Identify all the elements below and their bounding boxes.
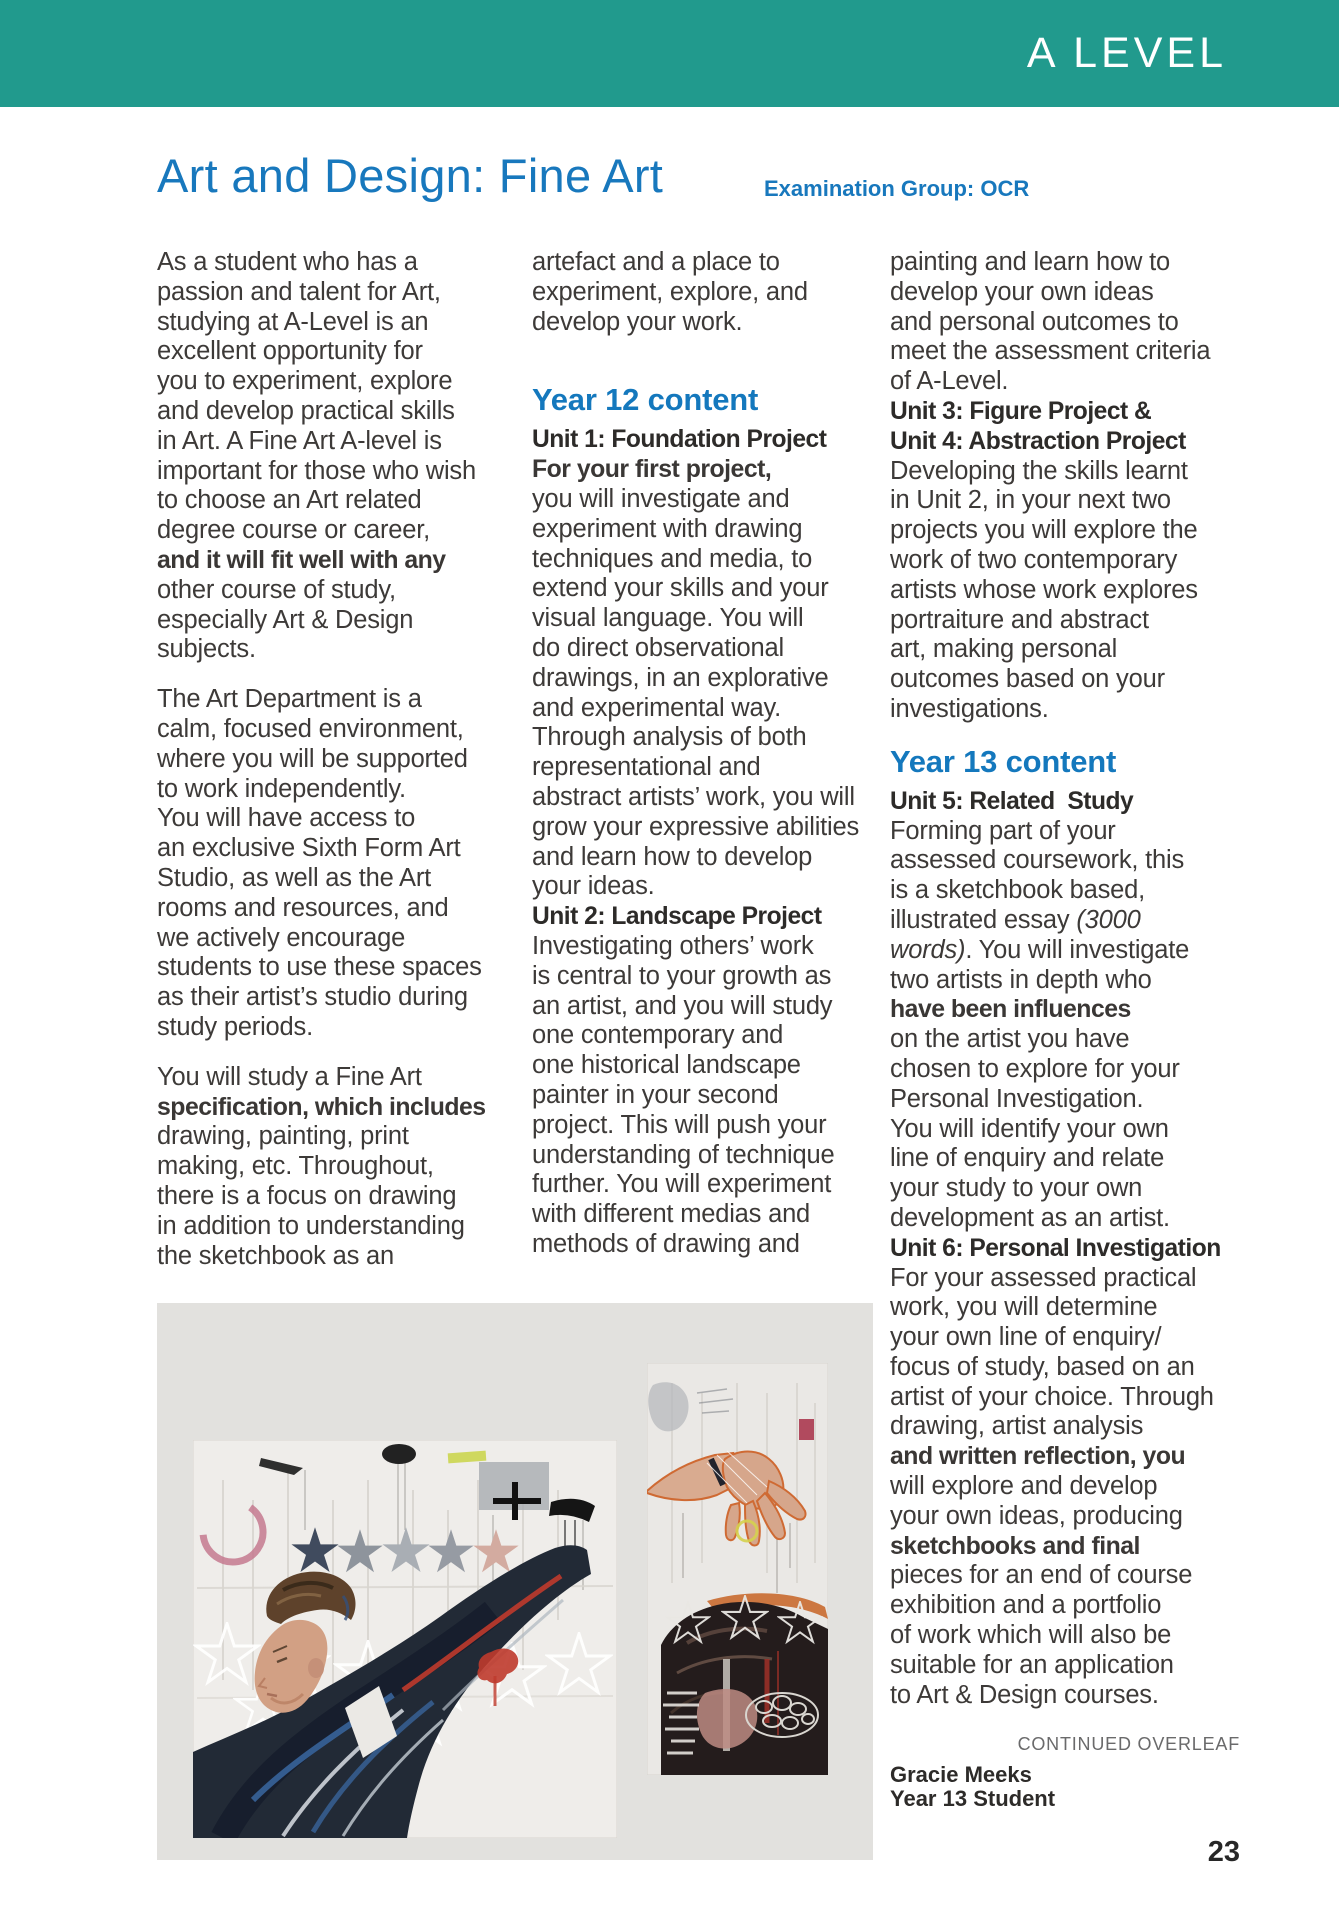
- text-line: and learn how to develop: [532, 842, 813, 871]
- text-line: abstract artists’ work, you will: [532, 782, 855, 811]
- text-line: understanding of technique: [532, 1140, 835, 1169]
- text-line: project. This will push your: [532, 1110, 827, 1139]
- text-line: development as an artist.: [890, 1203, 1170, 1232]
- paragraph: [890, 248, 1240, 725]
- text-line: important for those who wish: [157, 456, 476, 485]
- text-line: and develop practical skills: [157, 396, 455, 425]
- text-line: artefact and a place to: [532, 248, 780, 276]
- unit-heading-line: Unit 2: Landscape Project: [532, 903, 822, 931]
- paragraph: [157, 685, 507, 1043]
- paragraph: [157, 1063, 507, 1272]
- text-line: your study to your own: [890, 1174, 1143, 1203]
- text-line: Forming part of your: [890, 816, 1116, 845]
- text-line: with different medias and: [532, 1200, 811, 1229]
- text-line: suitable for an application: [890, 1650, 1174, 1679]
- text-line: methods of drawing and: [532, 1229, 800, 1258]
- text-line: exhibition and a portfolio: [890, 1591, 1162, 1620]
- text-line: subjects.: [157, 635, 256, 664]
- text-line: and written reflection, you: [890, 1443, 1186, 1471]
- text-line: You will study a Fine Art: [157, 1062, 422, 1091]
- text-line: you will investigate and: [532, 484, 790, 513]
- text-line: painter in your second: [532, 1080, 779, 1109]
- text-line: and experimental way.: [532, 693, 782, 722]
- unit-heading-line: Unit 6: Personal Investigation: [890, 1234, 1221, 1262]
- text-line: is a sketchbook based,: [890, 876, 1146, 905]
- text-line: and personal outcomes to: [890, 307, 1179, 336]
- text-line: to work independently.: [157, 774, 406, 803]
- unit-heading-line: Unit 4: Abstraction Project: [890, 427, 1186, 455]
- text-line: in Art. A Fine Art A-level is: [157, 426, 442, 455]
- text-line: outcomes based on your: [890, 665, 1165, 694]
- text-line: Personal Investigation.: [890, 1084, 1144, 1113]
- head-figure: [661, 1593, 828, 1775]
- artwork-right-panel: [647, 1363, 828, 1775]
- text-segment: illustrated essay: [890, 905, 1077, 934]
- text-line: The Art Department is a: [157, 685, 422, 714]
- header-banner: [0, 0, 1339, 107]
- text-line: students to use these spaces: [157, 953, 482, 982]
- text-line: where you will be supported: [157, 744, 468, 773]
- text-line: Through analysis of both: [532, 723, 807, 752]
- text-line: [890, 936, 1240, 966]
- text-line: assessed coursework, this: [890, 846, 1185, 875]
- text-line: study periods.: [157, 1012, 313, 1041]
- crimson-mark: [799, 1419, 814, 1440]
- unit-heading-line: Unit 1: Foundation Project: [532, 426, 827, 454]
- text-line: sketchbooks and final: [890, 1532, 1140, 1560]
- text-line: painting and learn how to: [890, 248, 1170, 276]
- text-line: making, etc. Throughout,: [157, 1152, 434, 1181]
- text-line: meet the assessment criteria: [890, 337, 1211, 366]
- text-line: one historical landscape: [532, 1051, 801, 1080]
- paragraph: [532, 425, 882, 1259]
- text-line: For your first project,: [532, 456, 772, 484]
- text-line: other course of study,: [157, 575, 396, 604]
- text-line: projects you will explore the: [890, 516, 1198, 545]
- text-line: representational and: [532, 753, 761, 782]
- text-line: will explore and develop: [890, 1472, 1158, 1501]
- text-segment: . You will investigate: [965, 935, 1190, 964]
- text-line: drawing, painting, print: [157, 1122, 409, 1151]
- text-line: we actively encourage: [157, 923, 406, 952]
- text-line: drawing, artist analysis: [890, 1412, 1144, 1441]
- exam-group-label: Examination Group: OCR: [764, 176, 1030, 201]
- text-line: is central to your growth as: [532, 961, 832, 990]
- text-line: have been influences: [890, 996, 1131, 1024]
- text-line: For your assessed practical: [890, 1263, 1197, 1292]
- text-line: there is a focus on drawing: [157, 1181, 457, 1210]
- student-credit: [890, 1763, 1055, 1811]
- text-line: as their artist’s studio during: [157, 983, 468, 1012]
- text-line: of work which will also be: [890, 1621, 1172, 1650]
- text-line: work of two contemporary: [890, 545, 1178, 574]
- continued-overleaf-label: CONTINUED OVERLEAF: [1017, 1734, 1240, 1754]
- text-line: an artist, and you will study: [532, 991, 833, 1020]
- text-line: develop your own ideas: [890, 277, 1154, 306]
- text-line: experiment with drawing: [532, 514, 803, 543]
- text-line: chosen to explore for your: [890, 1054, 1180, 1083]
- text-segment: (3000: [1076, 905, 1141, 934]
- paragraph: [890, 787, 1240, 1711]
- text-line: artist of your choice. Through: [890, 1382, 1214, 1411]
- text-line: investigations.: [890, 694, 1049, 723]
- text-line: Developing the skills learnt: [890, 456, 1188, 485]
- text-line: excellent opportunity for: [157, 337, 423, 366]
- text-line: Investigating others’ work: [532, 931, 814, 960]
- text-segment: words): [890, 935, 966, 964]
- text-line: an exclusive Sixth Form Art: [157, 834, 461, 863]
- text-line: [890, 906, 1240, 936]
- text-line: the sketchbook as an: [157, 1241, 394, 1270]
- text-line: your own line of enquiry/: [890, 1323, 1162, 1352]
- text-line: focus of study, based on an: [890, 1352, 1195, 1381]
- artwork-left-panel: [193, 1440, 617, 1838]
- text-line: Studio, as well as the Art: [157, 863, 432, 892]
- text-line: on the artist you have: [890, 1025, 1130, 1054]
- text-line: develop your work.: [532, 307, 743, 336]
- text-line: do direct observational: [532, 633, 784, 662]
- text-line: one contemporary and: [532, 1021, 784, 1050]
- text-line: especially Art & Design: [157, 605, 414, 634]
- text-line: in Unit 2, in your next two: [890, 486, 1171, 515]
- text-column-1: [157, 248, 507, 1271]
- text-line: As a student who has a: [157, 248, 418, 276]
- text-line: in addition to understanding: [157, 1211, 465, 1240]
- text-line: techniques and media, to: [532, 544, 813, 573]
- paragraph: [532, 248, 882, 337]
- banner-label: A LEVEL: [1026, 29, 1227, 77]
- text-line: to choose an Art related: [157, 486, 422, 515]
- page-number: 23: [1207, 1836, 1240, 1868]
- text-line: your ideas.: [532, 872, 655, 901]
- artwork-photo: [157, 1303, 873, 1860]
- text-column-2: [532, 248, 882, 1260]
- text-line: drawings, in an explorative: [532, 663, 829, 692]
- text-line: calm, focused environment,: [157, 714, 464, 743]
- text-line: You will have access to: [157, 804, 416, 833]
- text-line: artists whose work explores: [890, 575, 1198, 604]
- text-line: line of enquiry and relate: [890, 1144, 1165, 1173]
- text-line: you to experiment, explore: [157, 367, 453, 396]
- text-line: pieces for an end of course: [890, 1561, 1193, 1590]
- text-line: art, making personal: [890, 635, 1118, 664]
- text-line: your own ideas, producing: [890, 1501, 1183, 1530]
- text-line: further. You will experiment: [532, 1170, 832, 1199]
- text-line: to Art & Design courses.: [890, 1680, 1159, 1709]
- text-line: rooms and resources, and: [157, 893, 449, 922]
- paragraph: [157, 248, 507, 665]
- page-title: Art and Design: Fine Art: [157, 149, 664, 202]
- text-line: portraiture and abstract: [890, 605, 1149, 634]
- unit-heading-line: Unit 5: Related Study: [890, 787, 1134, 815]
- text-line: and it will fit well with any: [157, 546, 446, 574]
- unit-heading-line: Unit 3: Figure Project &: [890, 397, 1152, 425]
- text-line: You will identify your own: [890, 1114, 1169, 1143]
- text-line: degree course or career,: [157, 516, 431, 545]
- text-column-3: [890, 248, 1240, 1710]
- section-heading: Year 13 content: [890, 743, 1117, 779]
- student-credit-name: Gracie Meeks: [890, 1762, 1032, 1787]
- text-line: studying at A-Level is an: [157, 307, 429, 336]
- text-line: grow your expressive abilities: [532, 812, 860, 841]
- text-line: extend your skills and your: [532, 574, 829, 603]
- text-line: experiment, explore, and: [532, 277, 808, 306]
- text-line: of A-Level.: [890, 367, 1009, 396]
- text-line: visual language. You will: [532, 604, 804, 633]
- text-line: work, you will determine: [890, 1293, 1158, 1322]
- student-credit-role: Year 13 Student: [890, 1786, 1056, 1811]
- section-heading: Year 12 content: [532, 382, 759, 418]
- text-line: two artists in depth who: [890, 965, 1152, 994]
- text-line: passion and talent for Art,: [157, 277, 441, 306]
- text-line: specification, which includes: [157, 1093, 486, 1121]
